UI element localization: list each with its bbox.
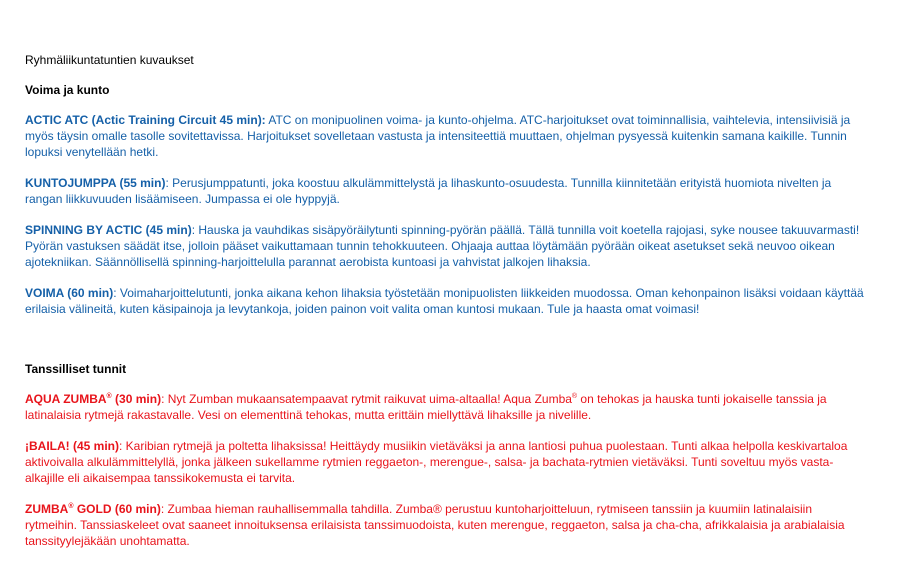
class-name: [25, 392, 161, 406]
section-spacer: [25, 332, 865, 361]
class-name-main: ZUMBA: [25, 502, 69, 516]
class-name: SPINNING BY ACTIC (45 min): [25, 223, 192, 237]
class-description-aqua-zumba: [25, 391, 865, 423]
class-description-actic-atc: [25, 112, 865, 160]
class-description-zumba-gold: [25, 501, 865, 549]
registered-mark: ®: [106, 393, 112, 400]
document-title: Ryhmäliikuntatuntien kuvaukset: [25, 53, 194, 67]
class-text: : Karibian rytmejä ja poltetta lihaksissa! Heittäydy musiikin vietäväksi ja anna lantiosi puhua puolestaan. Tunti alkaa helpolla keskivartaloa aktivoivalla alkulämmittelyllä, jonka jälkeen sukellamme rytmien reggaeton-, merengue-, salsa- ja bachata-rytmien vietäväksi. Tunti soveltuu myös vasta-alkajille eli aikaisempaa tanssikokemusta ei tarvita.: [25, 439, 848, 485]
class-text: : Zumbaa hieman rauhallisemmalla tahdilla. Zumba® perustuu kuntoharjoitteluun, rytmiseen tanssiin ja kuumiin latinalaisiin rytmeihin. Tanssiaskeleet ovat saaneet innoituksensa erilaisista tanssimuodoista, kuten merengue, reggaeton, salsa ja cha-cha, afrikkalaisia ja arabialaisia tanssityylejäkään unohtamatta.: [25, 502, 845, 548]
class-description-baila: [25, 438, 865, 486]
class-name: ¡BAILA! (45 min): [25, 439, 119, 453]
class-description-spinning: [25, 222, 865, 270]
class-name: ACTIC ATC (Actic Training Circuit 45 min):: [25, 113, 266, 127]
registered-mark: ®: [571, 393, 578, 400]
class-description-voima: [25, 285, 865, 317]
class-name-main: AQUA ZUMBA: [25, 392, 107, 406]
class-name: [25, 502, 161, 516]
class-name-duration: (30 min): [111, 392, 162, 406]
class-text: : Voimaharjoittelutunti, jonka aikana kehon lihaksia työstetään monipuolisten liikkeiden muodossa. Oman kehonpainon lisäksi voidaan käyttää erilaisia välineitä, kuten käsipainoja ja levytankoja, joiden painon voit valita oman kuntosi mukaan. Tule ja haasta omat voimasi!: [25, 286, 864, 316]
class-name-duration: GOLD (60 min): [73, 502, 161, 516]
class-text: on tehokas ja hauska tunti jokaiselle tanssia ja latinalaisia rytmejä rakastavalle. Vesi on elementtinä tehokas, mutta erittäin miellyttävä lihaksille ja nivelille.: [25, 392, 827, 422]
section-heading-voima-ja-kunto: Voima ja kunto: [25, 83, 110, 97]
section-heading-tanssilliset-tunnit: Tanssilliset tunnit: [25, 362, 127, 376]
class-text: ATC on monipuolinen voima- ja kunto-ohjelma. ATC-harjoitukset ovat toiminnallisia, vaihtelevia, intensiivisiä ja myös täysin omalle tasolle sovitettavissa. Harjoitukset sovelletaan vastusta ja intensiteettiä muuttaen, ohjelman pysyessä kuitenkin samana kaikille. Tunnin lopuksi venytellään hetki.: [25, 113, 851, 159]
class-name: VOIMA (60 min): [25, 286, 114, 300]
class-description-kuntojumppa: [25, 175, 865, 207]
class-text: : Perusjumppatunti, joka koostuu alkulämmittelystä ja lihaskunto-osuudesta. Tunnilla kiinnitetään erityistä huomiota nivelten ja rangan liikkuvuuden lisäämiseen. Jumpassa ei ole hyppyjä.: [25, 176, 832, 206]
class-text: : Hauska ja vauhdikas sisäpyöräilytunti spinning-pyörän päällä. Tällä tunnilla voit koetella rajojasi, syke nousee takuuvarmasti! Pyörän vastuksen säädät itse, jolloin pääset vaikuttamaan tunnin tehokkuuteen. Ohjaaja auttaa löytämään pyörään oikeat asetukset sekä neuvoo oikean ajotekniikan. Säännöllisellä spinning-harjoittelulla parannat aerobista kuntoasi ja vahvistat jalkojen lihaksia.: [25, 223, 860, 269]
registered-mark: ®: [68, 503, 74, 510]
class-text-intro: : Nyt Zumban mukaansatempaavat rytmit raikuvat uima-altaalla! Aqua Zumba: [161, 392, 572, 406]
class-name: KUNTOJUMPPA (55 min): [25, 176, 166, 190]
document-page: [25, 52, 865, 564]
